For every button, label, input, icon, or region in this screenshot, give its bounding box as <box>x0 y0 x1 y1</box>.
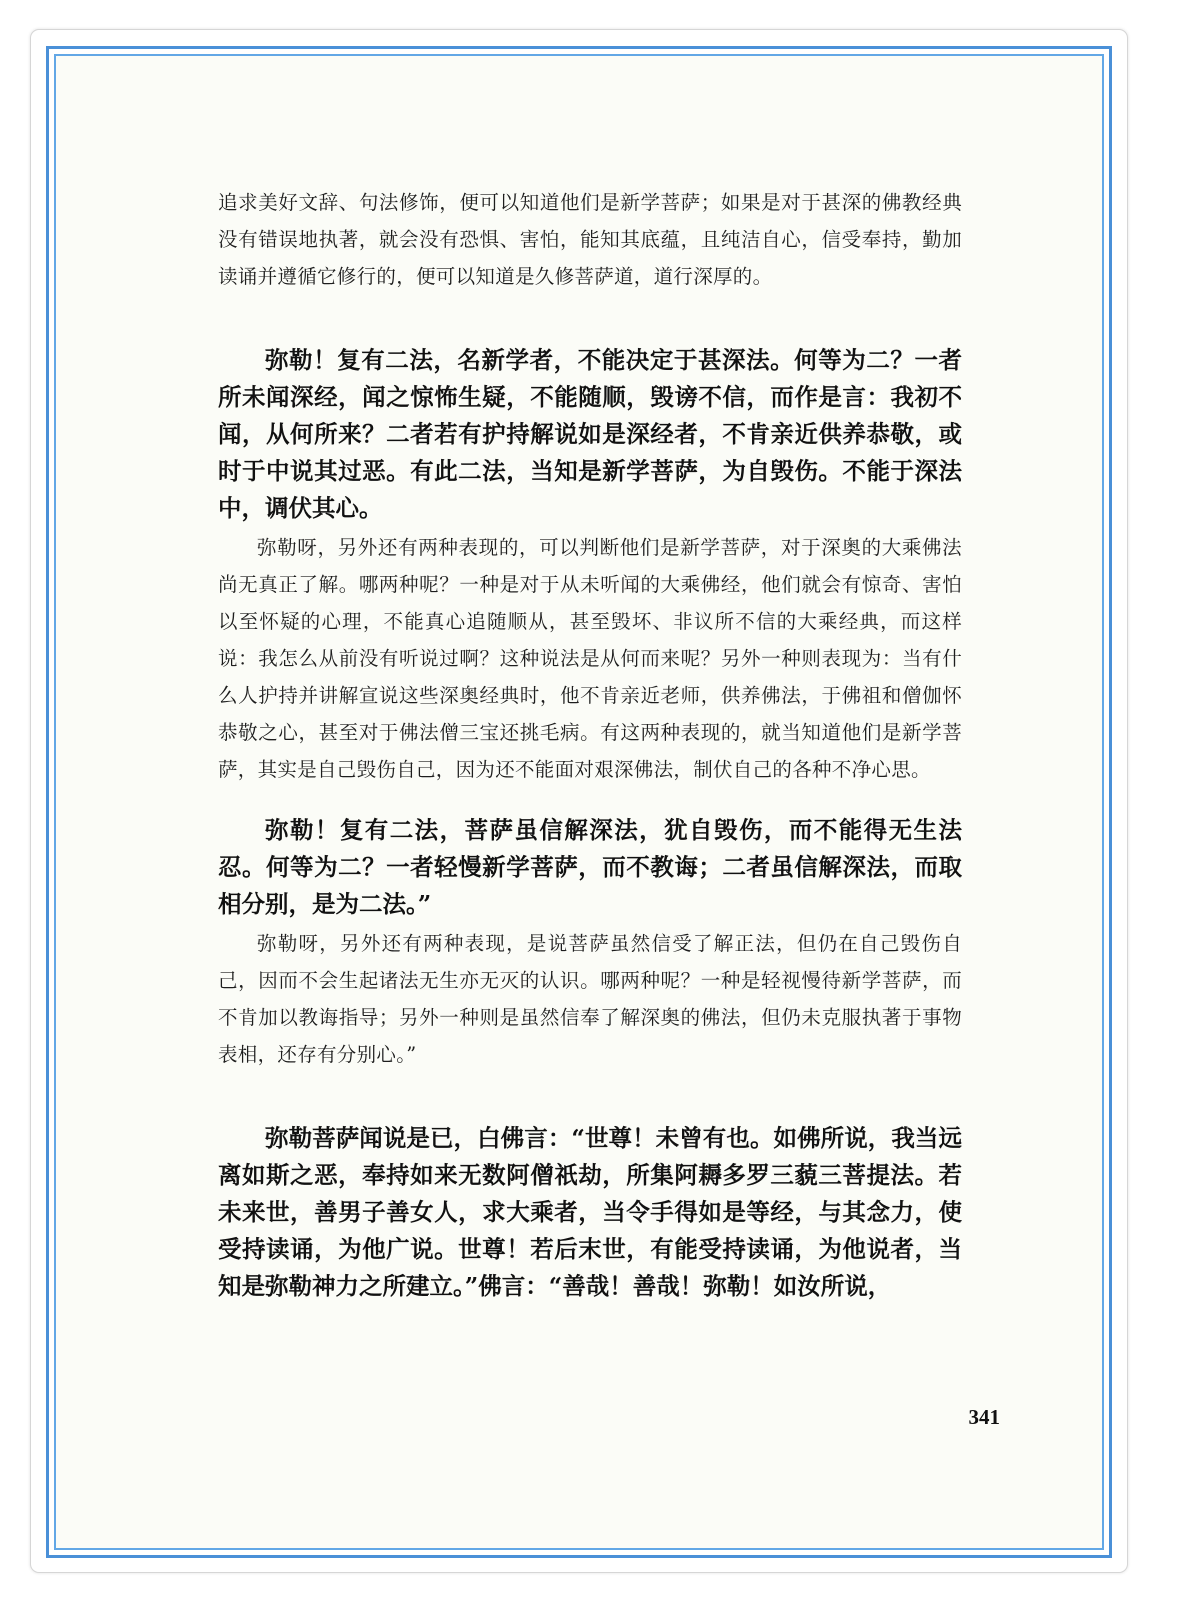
paragraph-spacer <box>218 295 962 342</box>
translation-paragraph-3: 弥勒呀，另外还有两种表现，是说菩萨虽然信受了解正法，但仍在自己毁伤自己，因而不会生起诸法无生亦无灭的认识。哪两种呢？一种是轻视慢待新学菩萨，而不肯加以教诲指导；另外一种则是虽然信奉了解深奥的佛法，但仍未克服执著于事物表相，还存有分别心。” <box>218 932 962 1066</box>
paragraph-spacer <box>218 1073 962 1120</box>
translation-paragraph-2: 弥勒呀，另外还有两种表现的，可以判断他们是新学菩萨，对于深奥的大乘佛法尚无真正了解。哪两种呢？一种是对于从未听闻的大乘佛经，他们就会有惊奇、害怕以至怀疑的心理，不能真心追随顺从，甚至毁坏、非议所不信的大乘经典，而这样说：我怎么从前没有听说过啊？这种说法是从何而来呢？另外一种则表现为：当有什么人护持并讲解宣说这些深奥经典时，他不肯亲近老师，供养佛法，于佛祖和僧伽怀恭敬之心，甚至对于佛法僧三宝还挑毛病。有这两种表现的，就当知道他们是新学菩萨，其实是自己毁伤自己，因为还不能面对艰深佛法，制伏自己的各种不净心思。 <box>218 536 962 781</box>
translation-paragraph-1: 追求美好文辞、句法修饰，便可以知道他们是新学菩萨；如果是对于甚深的佛教经典没有错误地执著，就会没有恐惧、害怕，能知其底蕴，且纯洁自心，信受奉持，勤加读诵并遵循它修行的，便可以知道是久修菩萨道，道行深厚的。 <box>218 191 962 288</box>
page-text-body <box>218 184 962 1305</box>
sutra-paragraph-1: 弥勒！复有二法，名新学者，不能决定于甚深法。何等为二？一者所未闻深经，闻之惊怖生疑，不能随顺，毁谤不信，而作是言：我初不闻，从何所来？二者若有护持解说如是深经者，不肯亲近供养恭敬，或时于中说其过恶。有此二法，当知是新学菩萨，为自毁伤。不能于深法中，调伏其心。 <box>218 346 962 522</box>
sutra-paragraph-3: 弥勒菩萨闻说是已，白佛言：“世尊！未曾有也。如佛所说，我当远离如斯之恶，奉持如来无数阿僧祇劫，所集阿耨多罗三藐三菩提法。若未来世，善男子善女人，求大乘者，当令手得如是等经，与其念力，使受持读诵，为他广说。世尊！若后末世，有能受持读诵，为他说者，当知是弥勒神力之所建立。”佛言：“善哉！善哉！弥勒！如汝所说， <box>218 1124 962 1300</box>
paragraph-spacer <box>218 788 962 812</box>
page-number: 341 <box>968 1405 1000 1429</box>
sutra-paragraph-2: 弥勒！复有二法，菩萨虽信解深法，犹自毁伤，而不能得无生法忍。何等为二？一者轻慢新学菩萨，而不教诲；二者虽信解深法，而取相分别，是为二法。” <box>218 816 962 918</box>
